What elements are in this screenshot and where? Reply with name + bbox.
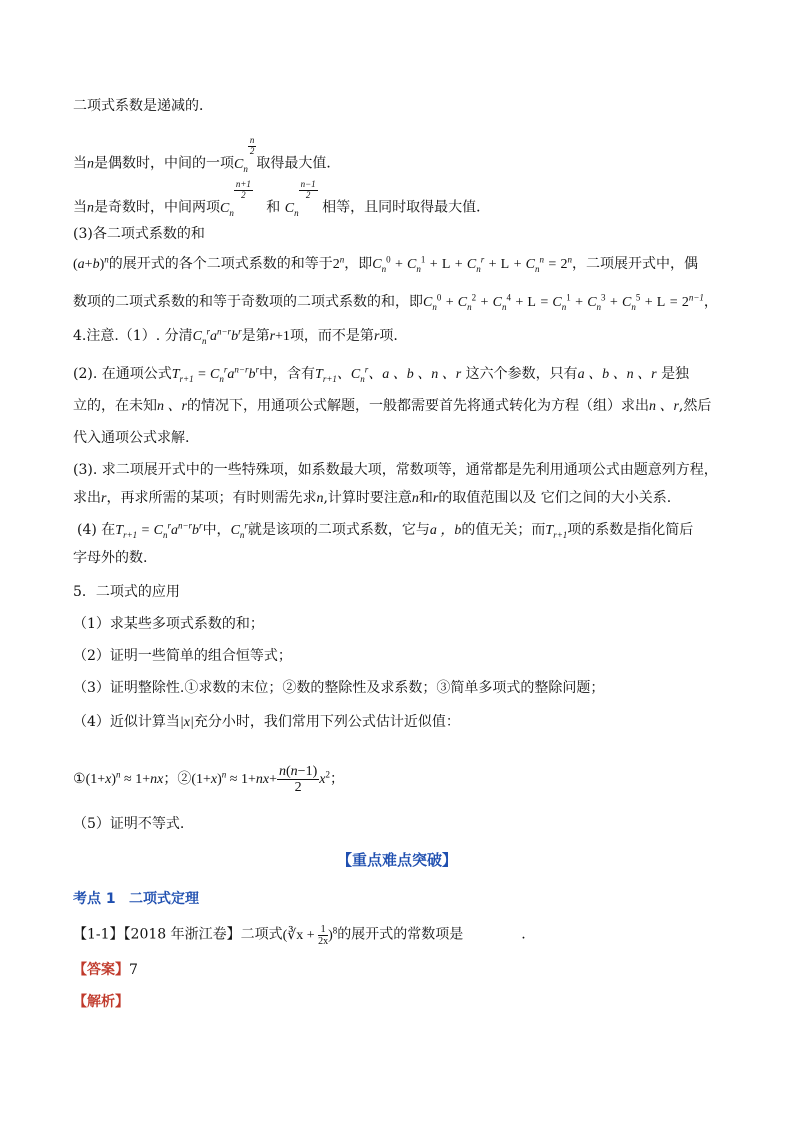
formula: $T_{r+1} = C_n^ra^{n-r}b^r$ <box>115 520 203 540</box>
formula: $T_{r+1} = C_n^ra^{n-r}b^r$ <box>171 364 260 384</box>
text: 字母外的数. <box>73 550 148 566</box>
formula: $(a+b)^n$ <box>73 254 109 272</box>
text: 和 <box>266 199 281 216</box>
text: ，即 <box>344 256 373 272</box>
text: （4）近似计算当 <box>73 714 180 730</box>
formula: $C_n^0 + C_n^2 + C_n^4 + L = C_n^1 + C_n^3 + C_n^5 + L = 2^{n-1}$ <box>423 292 704 312</box>
text: 的值无关；而 <box>461 522 546 538</box>
text: 当 <box>73 155 87 172</box>
text: 是偶数时，中间的一项 <box>94 155 234 172</box>
formula: $C_n$ $^{\frac{n+1}{2}}$ <box>220 179 251 218</box>
text: ； <box>329 771 344 788</box>
text: 求出 <box>73 490 101 506</box>
text: （1）求某些多项式系数的和； <box>73 616 264 632</box>
text: 代入通项公式求解. <box>73 430 190 446</box>
text: 项，而不是第 <box>289 328 374 344</box>
text-line: (4) 在$T_{r+1} = C_n^ra^{n-r}b^r$中，$C_n^r$就是该项的二项式系数，它与a ，b的值无关；而$T_{r+1}$项的系数是指化简后 <box>77 520 694 540</box>
question-line <box>73 924 724 947</box>
text: ，再求所需的某项；有时则需先求 <box>106 490 317 506</box>
text: ,然后 <box>678 398 712 414</box>
text-line <box>73 224 724 244</box>
text-line: 求出r，再求所需的某项；有时则需先求n,计算时要注意n和r的取值范围以及 它们之间的大小关系. <box>73 490 672 506</box>
text: 4.注意.（1）. 分清 <box>73 328 193 344</box>
text: 5．二项式的应用 <box>73 584 180 600</box>
text-line: 数项的二项式系数的和等于奇数项的二项式系数的和，即$C_n^0 + C_n^2 + C_n^4 + L = C_n^1 + C_n^3 + C_n^5 + L = 2^{n-1}$， <box>73 292 718 312</box>
text: (4) 在 <box>77 522 116 538</box>
text: ，二项展开式中，偶 <box>571 256 698 272</box>
answer-label: 【答案】 <box>73 962 129 978</box>
text: 项的系数是指化简后 <box>567 522 694 538</box>
text: (3). 求二项展开式中的一些特殊项，如系数最大项，常数项等，通常都是先利用通项公式由题意列方程， <box>73 462 718 478</box>
text: ① <box>73 771 86 788</box>
text-line <box>73 582 724 602</box>
text: (3)各二项式系数的和 <box>73 226 205 242</box>
question-tag: 【1-1】【2018 年浙江卷】二项式 <box>73 926 283 943</box>
text-line <box>73 428 724 448</box>
formula: |x| <box>179 715 194 730</box>
text: 是奇数时，中间两项 <box>94 199 220 216</box>
text: 数项的二项式系数的和等于奇数项的二项式系数的和，即 <box>73 294 423 310</box>
kaodian-title: 二项式定理 <box>128 891 199 907</box>
text: (2). 在通项公式 <box>73 366 172 382</box>
formula: $C_n$ $^{\frac{n}{2}}$ <box>234 135 255 174</box>
text: （2）证明一些简单的组合恒等式； <box>73 648 292 664</box>
formula: (∛x + $\frac{1}{2x}$ )$^8$ <box>282 924 338 947</box>
answer-value: 7 <box>129 962 138 978</box>
text-line: 4.注意.（1）. 分清$C_n^ra^{n-r}b^r$是第r+1项，而不是第r项. <box>73 326 398 346</box>
section-title: 【重点难点突破】 <box>336 851 457 869</box>
text: 取得最大值． <box>256 155 341 172</box>
text: 充分小时，我们常用下列公式估计近似值： <box>193 714 460 730</box>
formula: $C_n$ $^{\frac{n-1}{2}}$ <box>284 179 316 218</box>
text: 这六个参数，只有 <box>465 366 578 382</box>
text: 的展开式的各个二项式系数的和等于 <box>108 256 333 272</box>
text-line <box>73 814 724 834</box>
text: （5）证明不等式. <box>73 816 185 832</box>
text: 是第 <box>241 328 270 344</box>
text-line <box>73 614 724 634</box>
text: 项. <box>379 328 398 344</box>
text-line: $(a+b)^n$的展开式的各个二项式系数的和等于2$^n$，即$C_n^0 + C_n^1 + L + C_n^r + L + C_n^n = 2^n$，二项展开式中，偶 <box>73 254 698 274</box>
kaodian-heading <box>73 889 724 909</box>
text: 中， <box>202 522 231 538</box>
kaodian-label: 考点 1 <box>73 891 116 907</box>
text: 就是该项的二项式系数，它与 <box>247 522 430 538</box>
answer-line <box>73 960 724 980</box>
text: 和 <box>418 490 433 506</box>
text: 二项式系数是递减的． <box>73 98 213 114</box>
text-line <box>73 646 724 666</box>
formula: $(1+x)^n \approx 1+nx+$ $\frac{n(n-1)}{2}$ $x^2$ <box>191 764 330 796</box>
text: 相等，且同时取得最大值． <box>322 199 491 216</box>
text: . <box>521 926 526 943</box>
text: 中，含有 <box>259 366 316 382</box>
question-stem: 的展开式的常数项是 <box>337 926 464 943</box>
formula: $(1+x)^n \approx 1+nx$ <box>85 769 164 788</box>
text-line <box>73 712 724 733</box>
analysis-line <box>73 992 724 1012</box>
text-line <box>73 548 724 568</box>
text-line: 当n是奇数时，中间两项$C_n$ $^{\frac{n+1}{2}}$ 和 $C_n$ $^{\frac{n-1}{2}}$ 相等，且同时取得最大值． <box>73 179 491 218</box>
text: 当 <box>73 199 87 216</box>
text-line: 立的，在未知n 、r的情况下，用通项公式解题，一般都需要首先将通式转化为方程（组）求出n 、r,然后 <box>73 398 712 414</box>
text: ,计算时要注意 <box>323 490 412 506</box>
text-line <box>73 678 724 698</box>
formula: $T_{r+1}$、$C_n^r$、a 、b 、n 、r <box>315 364 462 384</box>
text: ；② <box>163 771 192 788</box>
text: 立的，在未知 <box>73 398 157 414</box>
text-line <box>73 764 724 796</box>
text: 的取值范围以及 它们之间的大小关系. <box>438 490 672 506</box>
analysis-label: 【解析】 <box>73 994 129 1010</box>
text-line <box>73 460 724 480</box>
formula: $C_n^ra^{n-r}b^r$ <box>192 326 242 346</box>
text: 的情况下，用通项公式解题，一般都需要首先将通式转化为方程（组）求出 <box>186 398 649 414</box>
text-line: 当n是偶数时，中间的一项$C_n$ $^{\frac{n}{2}}$ 取得最大值． <box>73 135 341 174</box>
text-line: (2). 在通项公式$T_{r+1} = C_n^ra^{n-r}b^r$中，含有$T_{r+1}$、$C_n^r$、a 、b 、n 、r 这六个参数，只有a 、b 、n 、r 是独 <box>73 364 690 384</box>
formula: $C_n^0 + C_n^1 + L + C_n^r + L + C_n^n = 2^n$ <box>372 254 572 274</box>
text: （3）证明整除性.①求数的末位；②数的整除性及求系数；③简单多项式的整除问题； <box>73 680 605 696</box>
text-line <box>73 96 724 116</box>
text: 是独 <box>661 366 690 382</box>
